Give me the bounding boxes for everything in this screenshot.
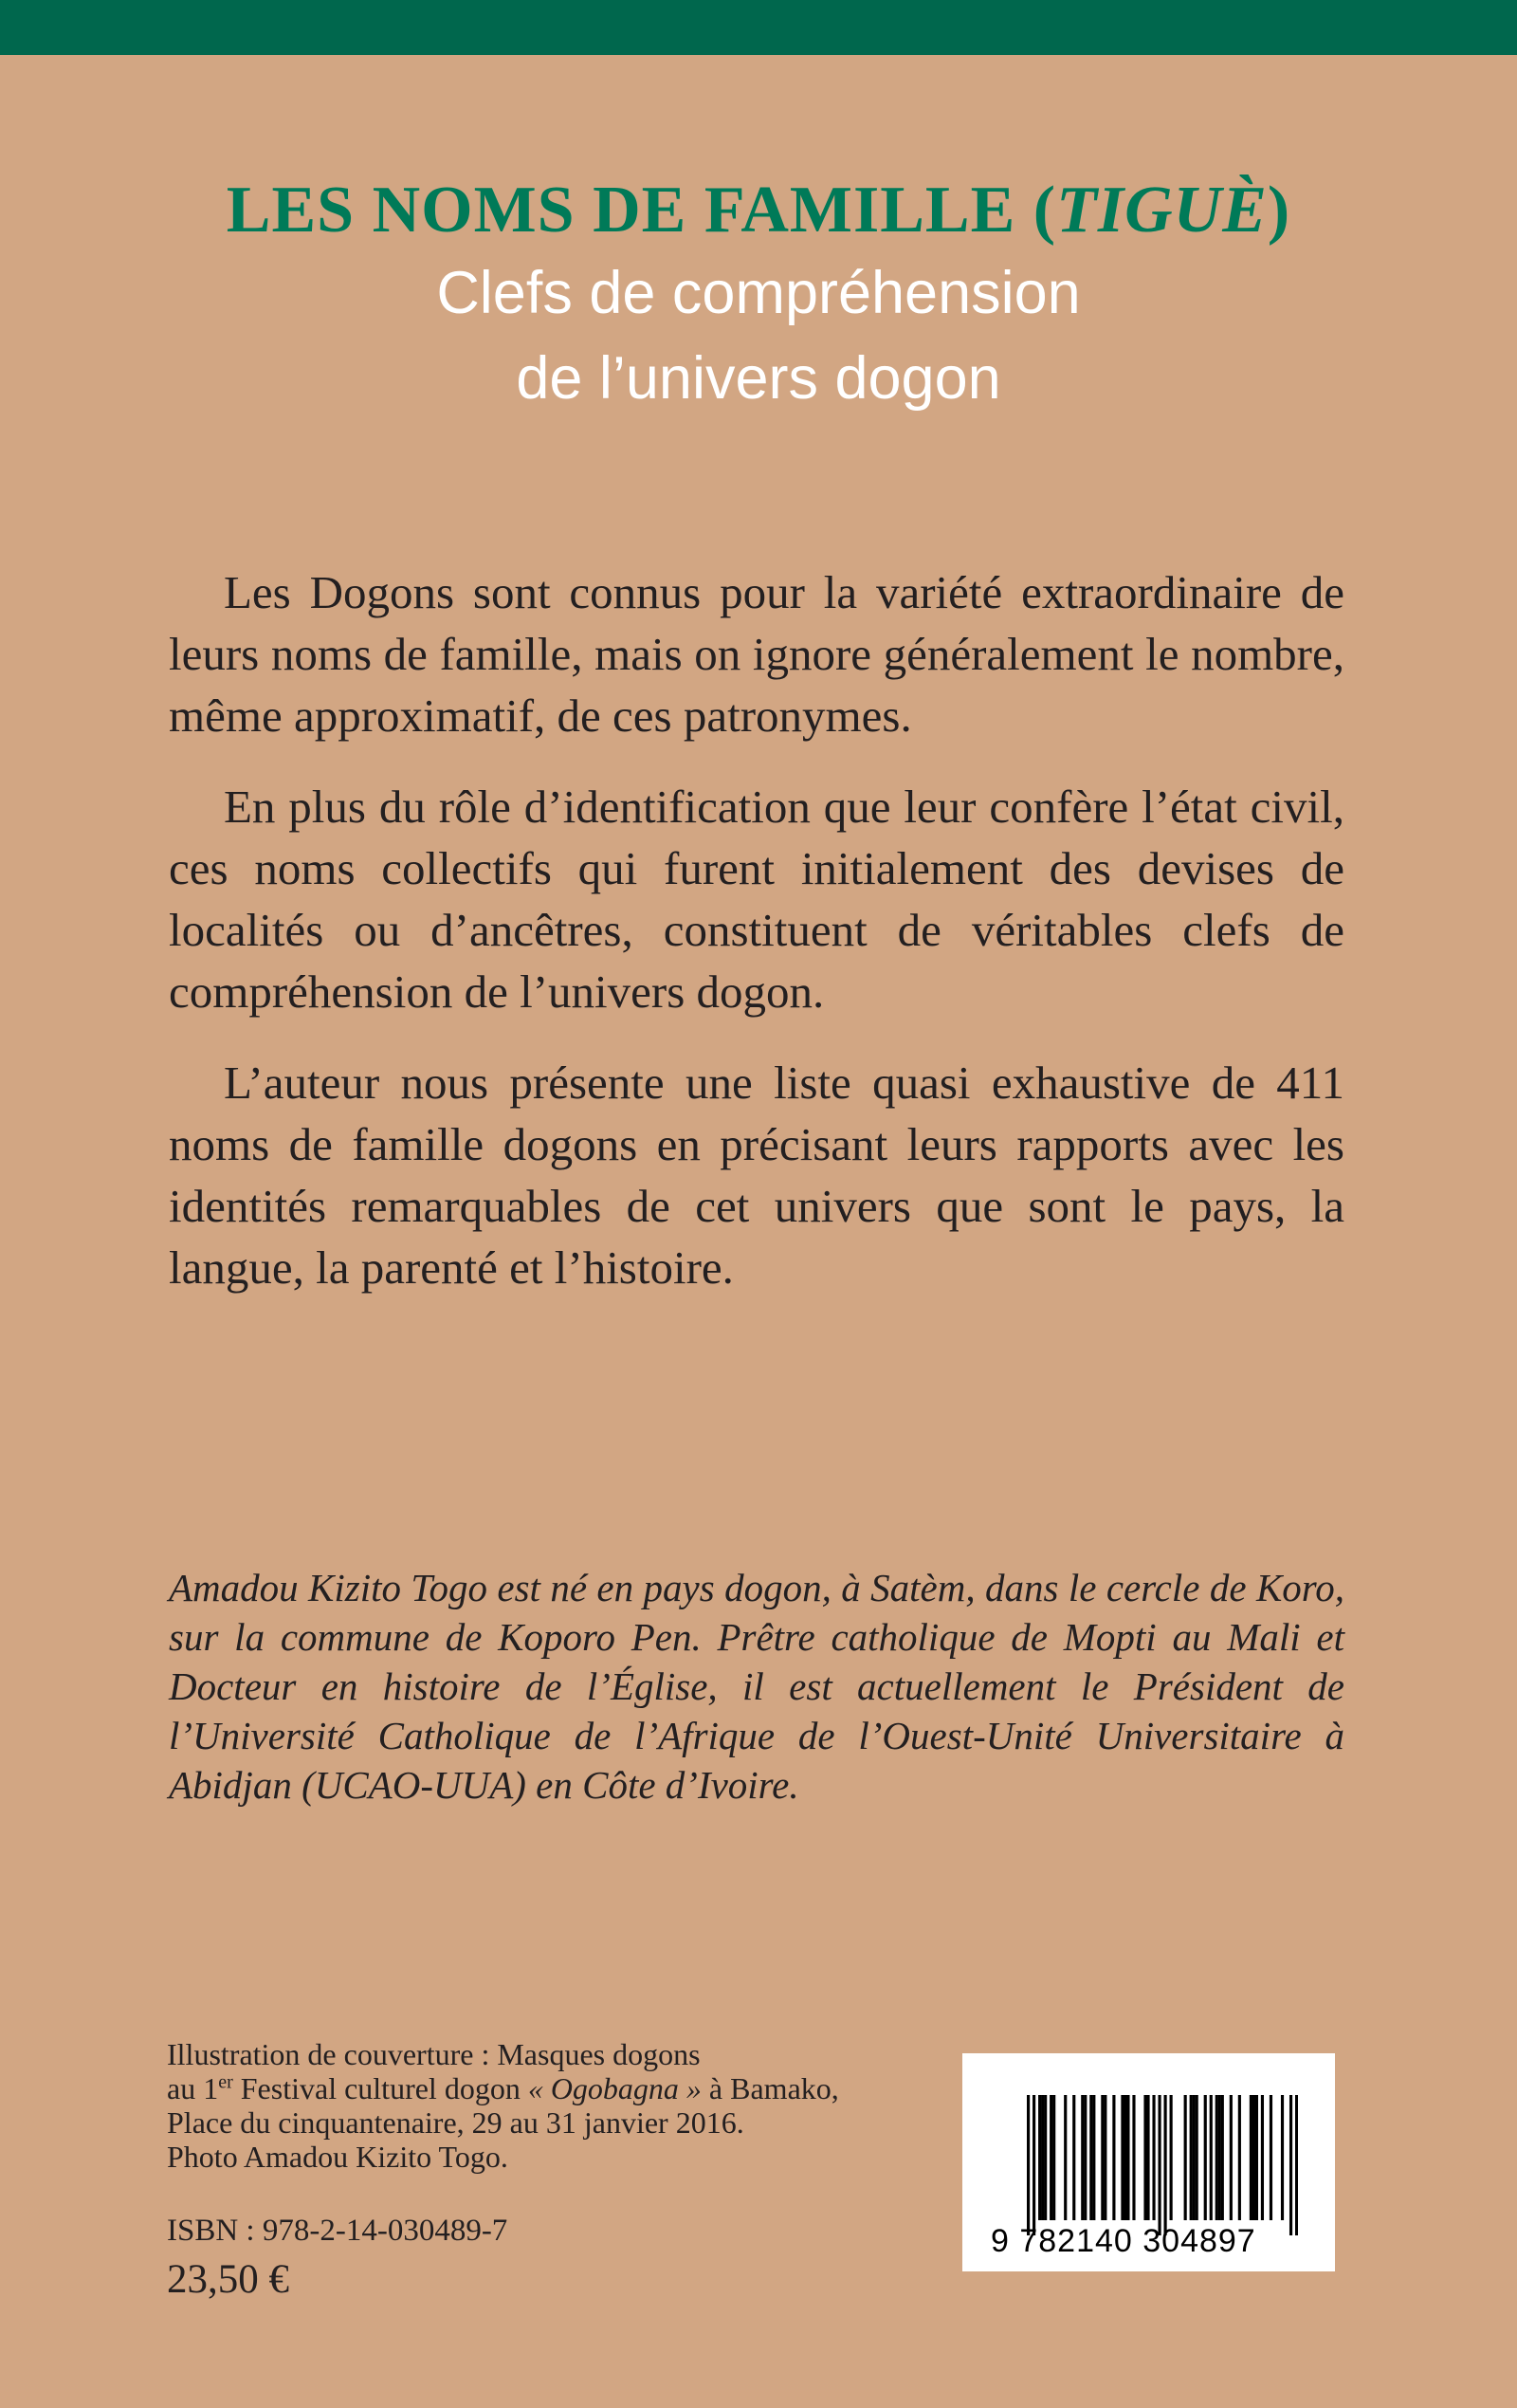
barcode-digits: 9 782140 304897 [991,2223,1256,2259]
barcode-bar [1146,2095,1149,2220]
barcode-bar [1101,2095,1104,2220]
barcode-bar [1204,2095,1207,2220]
credits-line-2 [167,2071,906,2105]
barcode-bar [1238,2095,1241,2220]
barcode-bar [1132,2095,1135,2220]
subtitle-line-2: de l’univers dogon [516,345,1001,412]
barcode-bar [1124,2095,1126,2220]
barcode-guard-bar [1033,2095,1035,2235]
barcode-bar [1193,2095,1196,2220]
barcode-bar [1255,2095,1258,2220]
credits-festival-name: « Ogobagna » [527,2071,702,2105]
main-title-italic: TIGUÈ [1056,174,1268,247]
credits-line-4: Photo Amadou Kizito Togo. [167,2140,508,2174]
barcode-guard-bar [1164,2095,1167,2235]
barcode-bar [1038,2095,1041,2220]
barcode-bar [1084,2095,1087,2220]
isbn: ISBN : 978-2-14-030489-7 [167,2214,508,2248]
barcode-bar [1072,2095,1075,2220]
barcode-bar [1190,2095,1193,2220]
barcode-bar [1184,2095,1187,2220]
barcode-bar [1152,2095,1155,2220]
barcode-bar [1210,2095,1213,2220]
credits-line-3: Place du cinquantenaire, 29 au 31 janvier 2016. [167,2105,744,2140]
barcode-box [962,2053,1335,2271]
credits-line-1: Illustration de couverture : Masques dogons [167,2037,701,2071]
top-color-band [0,0,1517,55]
credits-superscript: er [218,2071,233,2093]
barcode-bar [1104,2095,1106,2220]
barcode-bar [1044,2095,1047,2220]
barcode-bar [1041,2095,1044,2220]
barcode-bar [1121,2095,1124,2220]
barcode-bar [1196,2095,1198,2220]
cover-credits [167,2037,906,2174]
barcode-bar [1064,2095,1067,2220]
barcode-bar [1170,2095,1173,2220]
author-bio: Amadou Kizito Togo est né en pays dogon, à Satèm, dans le cercle de Koro, sur la commune de Koporo Pen. Prêtre catholique de Mopti au Mali et Docteur en histoire de l’Église, il est actuellement le Président de l’Université Catholique de l’Afrique de l’Ouest-Unité Universitaire à Abidjan (UCAO-UUA) en Côte d’Ivoire. [169,1566,1344,1807]
summary-paragraph-2: En plus du rôle d’identification que leur confère l’état civil, ces noms collectifs qui furent initialement des devises de localités ou d’ancêtres, constituent de véritables clefs de compréhension de l’univers dogon. [169,781,1344,1018]
summary-paragraph-3: L’auteur nous présente une liste quasi exhaustive de 411 noms de famille dogons en précisant leurs rapports avec les identités remarquables de cet univers que sont le pays, la langue, la parenté et l’histoire. [169,1057,1344,1294]
barcode-guard-bar [1027,2095,1030,2235]
barcode-bar [1112,2095,1115,2220]
barcode-bar [1270,2095,1272,2220]
barcode-guard-bar [1158,2095,1161,2235]
barcode-bar [1252,2095,1255,2220]
summary-paragraph-1: Les Dogons sont connus pour la variété extraordinaire de leurs noms de famille, mais on ignore généralement le nombre, même approximatif, de ces patronymes. [169,566,1344,742]
barcode-icon [1027,2095,1298,2235]
barcode-guard-bar [1295,2095,1298,2235]
barcode-bar [1215,2095,1218,2220]
credits-line-2-prefix: au 1 [167,2071,219,2105]
main-title-prefix: LES NOMS DE FAMILLE ( [226,174,1057,247]
barcode-guard-bar [1289,2095,1292,2235]
barcode-bar [1218,2095,1221,2220]
barcode-bar [1221,2095,1224,2220]
barcode-bar [1052,2095,1055,2220]
barcode-bar [1092,2095,1095,2220]
barcode-bar [1126,2095,1129,2220]
barcode-bar [1050,2095,1052,2220]
barcode-bar [1081,2095,1084,2220]
summary-text [169,561,1344,1328]
main-title [142,171,1375,250]
barcode-bar [1261,2095,1264,2220]
subtitle-line-1: Clefs de compréhension [436,260,1081,326]
price: 23,50 € [167,2257,289,2302]
main-title-suffix: ) [1267,174,1291,247]
barcode-bar [1230,2095,1233,2220]
credits-line-2-mid: Festival culturel dogon [232,2071,528,2105]
title-block [142,171,1375,421]
barcode-bar [1250,2095,1252,2220]
credits-line-2-suffix: à Bamako, [701,2071,839,2105]
barcode-bar [1089,2095,1092,2220]
barcode-bar [1143,2095,1146,2220]
barcode-bar [1281,2095,1284,2220]
